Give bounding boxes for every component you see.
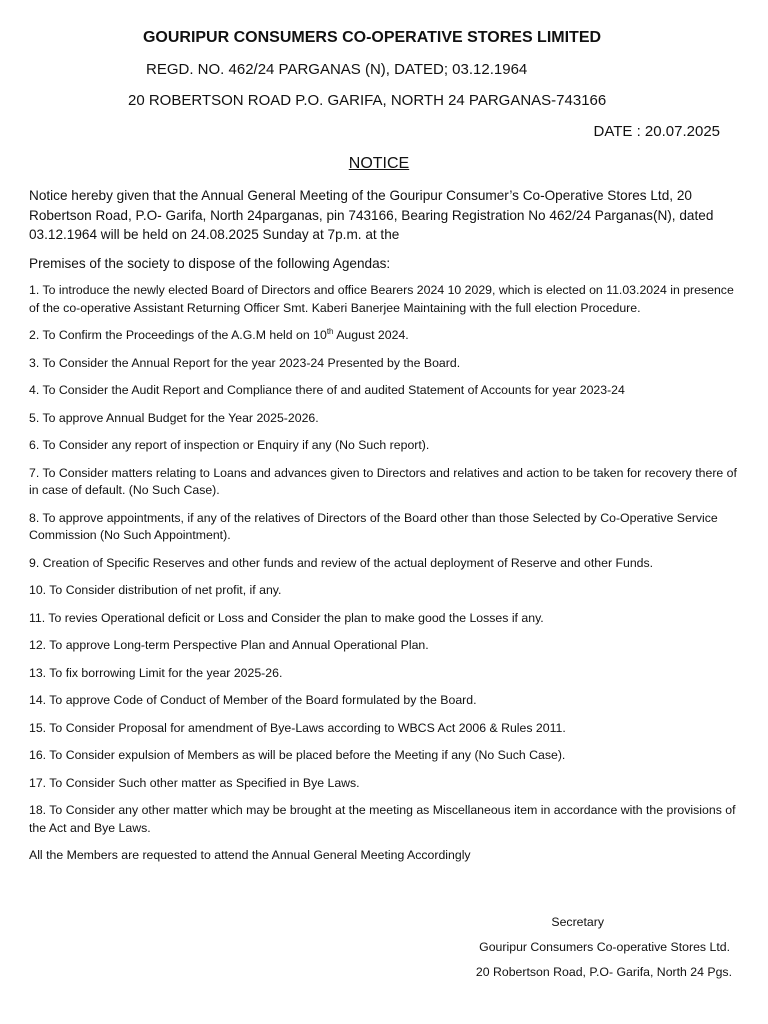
signature-address: 20 Robertson Road, P.O- Garifa, North 24 Pgs.	[475, 965, 732, 979]
signature-title: Secretary	[551, 915, 604, 929]
signature-org: Gouripur Consumers Co-operative Stores Ltd.	[479, 940, 730, 954]
agenda-item-text: 2. To Confirm the Proceedings of the A.G.M held on 10	[29, 328, 327, 342]
notice-date: DATE : 20.07.2025	[593, 123, 720, 140]
agenda-item: 4. To Consider the Audit Report and Compliance there of and audited Statement of Accounts for year 2023-24	[29, 383, 625, 397]
agenda-item: 18. To Consider any other matter which may be brought at the meeting as Miscellaneous item in accordance with the provisions of the Act and Bye Laws.	[29, 803, 736, 835]
agenda-item: 1. To introduce the newly elected Board of Directors and office Bearers 2024 10 2029, which is elected on 11.03.2024 in presence of the co-operative Assistant Returning Officer Smt. Kaberi Banerjee Maintaining with the full election Procedure.	[29, 283, 734, 315]
agenda-item: 6. To Consider any report of inspection or Enquiry if any (No Such report).	[29, 438, 430, 452]
agenda-item: 12. To approve Long-term Perspective Plan and Annual Operational Plan.	[29, 638, 429, 652]
notice-body	[29, 186, 741, 865]
premises-line: Premises of the society to dispose of the following Agendas:	[29, 255, 391, 271]
agenda-item: 16. To Consider expulsion of Members as will be placed before the Meeting if any (No Such Case).	[29, 748, 566, 762]
address-line: 20 ROBERTSON ROAD P.O. GARIFA, NORTH 24 PARGANAS-743166	[128, 92, 607, 109]
agenda-item	[29, 327, 741, 345]
agenda-item: 17. To Consider Such other matter as Specified in Bye Laws.	[29, 775, 360, 790]
agenda-item: 10. To Consider distribution of net profit, if any.	[29, 583, 282, 597]
ordinal-suffix: th	[326, 326, 334, 336]
agenda-item: 13. To fix borrowing Limit for the year 2025-26.	[29, 665, 283, 680]
agenda-item: 7. To Consider matters relating to Loans and advances given to Directors and relatives and action to be taken for recovery there of in case of default. (No Such Case).	[29, 465, 737, 497]
closing-line: All the Members are requested to attend the Annual General Meeting Accordingly	[29, 848, 471, 862]
agenda-item: 3. To Consider the Annual Report for the year 2023-24 Presented by the Board.	[29, 355, 461, 370]
agenda-list	[29, 282, 741, 837]
agenda-item: 11. To revies Operational deficit or Loss and Consider the plan to make good the Losses if any.	[29, 610, 544, 625]
agenda-item: 14. To approve Code of Conduct of Member of the Board formulated by the Board.	[29, 693, 477, 707]
agenda-item-text: August 2024.	[333, 328, 409, 342]
agenda-item: 5. To approve Annual Budget for the Year 2025-2026.	[29, 410, 319, 425]
registration-line: REGD. NO. 462/24 PARGANAS (N), DATED; 03.12.1964	[146, 61, 528, 78]
agenda-item: 9. Creation of Specific Reserves and other funds and review of the actual deployment of Reserve and other Funds.	[29, 555, 654, 570]
agenda-item: 8. To approve appointments, if any of the relatives of Directors of the Board other than those Selected by Co-Operative Service Commission (No Such Appointment).	[29, 510, 718, 542]
notice-title: NOTICE	[348, 155, 410, 172]
org-name: GOURIPUR CONSUMERS CO-OPERATIVE STORES LIMITED	[142, 29, 602, 46]
agenda-item: 15. To Consider Proposal for amendment of Bye-Laws according to WBCS Act 2006 & Rules 2011.	[29, 720, 566, 735]
notice-intro: Notice hereby given that the Annual General Meeting of the Gouripur Consumer’s Co-Operative Stores Ltd, 20 Robertson Road, P.O- Garifa, North 24parganas, pin 743166, Bearing Registration No 462/24 Parganas(N), dated 03.12.1964 will be held on 24.08.2025 Sunday at 7p.m. at the	[29, 188, 714, 242]
